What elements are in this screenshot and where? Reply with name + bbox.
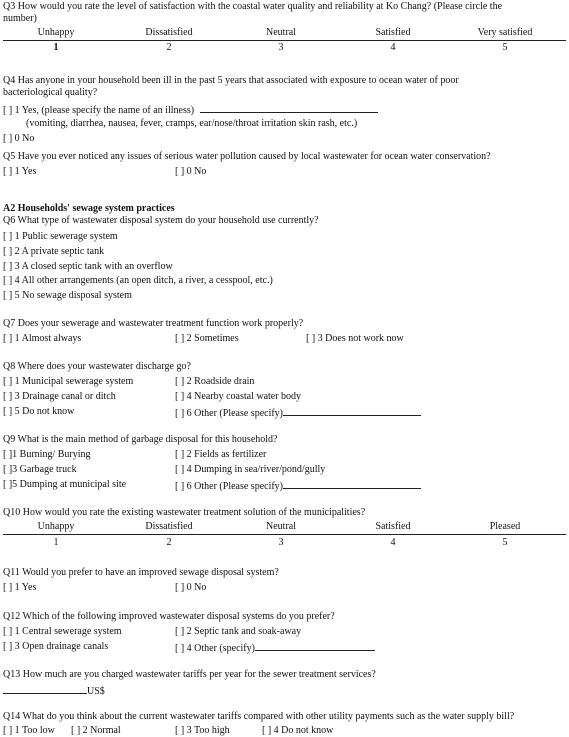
q12-option-4[interactable] <box>175 641 375 655</box>
q10-option-5[interactable]: 5 <box>502 537 508 548</box>
q8-option-6[interactable] <box>175 406 421 420</box>
q8-option-3[interactable]: [ ] 3 Drainage canal or ditch <box>3 391 116 402</box>
q12-question: Q12 Which of the following improved wastewater disposal systems do you prefer? <box>3 611 335 622</box>
q10-divider <box>3 534 566 535</box>
q6-option-1[interactable]: [ ] 1 Public sewerage system <box>3 231 118 242</box>
q14-question: Q14 What do you think about the current wastewater tariffs compared with other utility payments such as the water supply bill? <box>3 711 515 722</box>
q5-option-no[interactable]: [ ] 0 No <box>175 166 207 177</box>
q12-other-field[interactable] <box>255 641 375 651</box>
q14-option-4[interactable]: [ ] 4 Do not know <box>262 725 334 736</box>
q3-option-2[interactable]: 2 <box>166 42 172 53</box>
q11-question: Q11 Would you prefer to have an improved sewage disposal system? <box>3 567 279 578</box>
q12-option-3[interactable]: [ ] 3 Open drainage canals <box>3 641 109 652</box>
q13-currency-unit: US$ <box>87 686 105 697</box>
q8-option-1[interactable]: [ ] 1 Municipal sewerage system <box>3 376 134 387</box>
q9-option-6[interactable] <box>175 479 421 493</box>
q3-label-5: Very satisfied <box>477 27 533 38</box>
q8-option-4[interactable]: [ ] 4 Nearby coastal water body <box>175 391 302 402</box>
q12-option-1[interactable]: [ ] 1 Central sewerage system <box>3 626 122 637</box>
q14-option-1[interactable]: [ ] 1 Too low <box>3 725 55 736</box>
q7-option-1[interactable]: [ ] 1 Almost always <box>3 333 82 344</box>
q10-label-2: Dissatisfied <box>145 521 193 532</box>
q10-scale-numbers <box>0 537 569 549</box>
q5-question: Q5 Have you ever noticed any issues of serious water pollution caused by local wastewater for ocean water conservation? <box>3 151 491 162</box>
q11-option-no[interactable]: [ ] 0 No <box>175 582 207 593</box>
q9-option-5[interactable]: [ ]5 Dumping at municipal site <box>3 479 127 490</box>
q10-label-3: Neutral <box>266 521 296 532</box>
q9-option-6-label: [ ] 6 Other (Please specify) <box>175 481 284 492</box>
q6-option-4[interactable]: [ ] 4 All other arrangements (an open ditch, a river, a cesspool, etc.) <box>3 275 273 286</box>
q9-option-2[interactable]: [ ] 2 Fields as fertilizer <box>175 449 267 460</box>
q13-answer <box>3 684 105 698</box>
q10-option-3[interactable]: 3 <box>278 537 284 548</box>
q10-label-5: Pleased <box>489 521 521 532</box>
q3-option-3[interactable]: 3 <box>278 42 284 53</box>
q3-label-1: Unhappy <box>37 27 75 38</box>
q9-option-1[interactable]: [ ]1 Burning/ Burying <box>3 449 91 460</box>
q5-option-yes[interactable]: [ ] 1 Yes <box>3 166 37 177</box>
q8-question: Q8 Where does your wastewater discharge go? <box>3 361 191 372</box>
q3-label-4: Satisfied <box>375 27 411 38</box>
q3-label-2: Dissatisfied <box>145 27 193 38</box>
q4-question: Q4 Has anyone in your household been ill in the past 5 years that associated with exposure to ocean water of poor <box>3 75 459 86</box>
q3-option-1[interactable]: 1 <box>53 42 59 53</box>
q4-illness-examples: (vomiting, diarrhea, nausea, fever, cramps, ear/nose/throat irritation skin rash, etc.) <box>26 118 358 129</box>
q12-option-4-label: [ ] 4 Other (specify) <box>175 643 255 654</box>
q3-scale-labels <box>0 27 569 39</box>
q4-question-cont: bacteriological quality? <box>3 87 98 98</box>
q6-question: Q6 What type of wastewater disposal system do your household use currently? <box>3 215 319 226</box>
q3-question: Q3 How would you rate the level of satisfaction with the coastal water quality and reliability at Ko Chang? (Please circle the <box>3 1 503 12</box>
q10-label-1: Unhappy <box>37 521 75 532</box>
q10-option-4[interactable]: 4 <box>390 537 396 548</box>
q3-question-cont: number) <box>3 13 37 24</box>
q9-question: Q9 What is the main method of garbage disposal for this household? <box>3 434 278 445</box>
q13-amount-field[interactable] <box>3 684 87 694</box>
q8-option-5[interactable]: [ ] 5 Do not know <box>3 406 75 417</box>
q3-option-5[interactable]: 5 <box>502 42 508 53</box>
q4-option-yes[interactable] <box>3 103 378 117</box>
q10-scale-labels <box>0 521 569 533</box>
q14-option-3[interactable]: [ ] 3 Too high <box>175 725 230 736</box>
q10-label-4: Satisfied <box>375 521 411 532</box>
q7-question: Q7 Does your sewerage and wastewater treatment function work properly? <box>3 318 304 329</box>
q8-option-2[interactable]: [ ] 2 Roadside drain <box>175 376 255 387</box>
q3-divider <box>3 40 566 41</box>
q3-option-4[interactable]: 4 <box>390 42 396 53</box>
q4-illness-field[interactable] <box>200 103 378 113</box>
q7-option-3[interactable]: [ ] 3 Does not work now <box>306 333 404 344</box>
q4-option-no[interactable]: [ ] 0 No <box>3 133 35 144</box>
q10-question: Q10 How would you rate the existing wastewater treatment solution of the municipalities? <box>3 507 366 518</box>
q8-other-field[interactable] <box>283 406 421 416</box>
q11-option-yes[interactable]: [ ] 1 Yes <box>3 582 37 593</box>
section-heading-a2: A2 Households' sewage system practices <box>3 203 175 214</box>
q6-option-2[interactable]: [ ] 2 A private septic tank <box>3 246 105 257</box>
q7-option-2[interactable]: [ ] 2 Sometimes <box>175 333 239 344</box>
q3-scale-numbers <box>0 42 569 54</box>
q14-option-2[interactable]: [ ] 2 Normal <box>71 725 121 736</box>
q8-option-6-label: [ ] 6 Other (Please specify) <box>175 408 284 419</box>
q9-option-4[interactable]: [ ] 4 Dumping in sea/river/pond/gully <box>175 464 326 475</box>
q6-option-5[interactable]: [ ] 5 No sewage disposal system <box>3 290 132 301</box>
q10-option-1[interactable]: 1 <box>53 537 59 548</box>
q9-other-field[interactable] <box>283 479 421 489</box>
q13-question: Q13 How much are you charged wastewater tariffs per year for the sewer treatment services? <box>3 669 376 680</box>
q4-option-yes-label: [ ] 1 Yes, (please specify the name of an illness) <box>3 105 195 116</box>
q9-option-3[interactable]: [ ]3 Garbage truck <box>3 464 77 475</box>
q10-option-2[interactable]: 2 <box>166 537 172 548</box>
q12-option-2[interactable]: [ ] 2 Septic tank and soak-away <box>175 626 302 637</box>
q3-label-3: Neutral <box>266 27 296 38</box>
q6-option-3[interactable]: [ ] 3 A closed septic tank with an overflow <box>3 261 173 272</box>
